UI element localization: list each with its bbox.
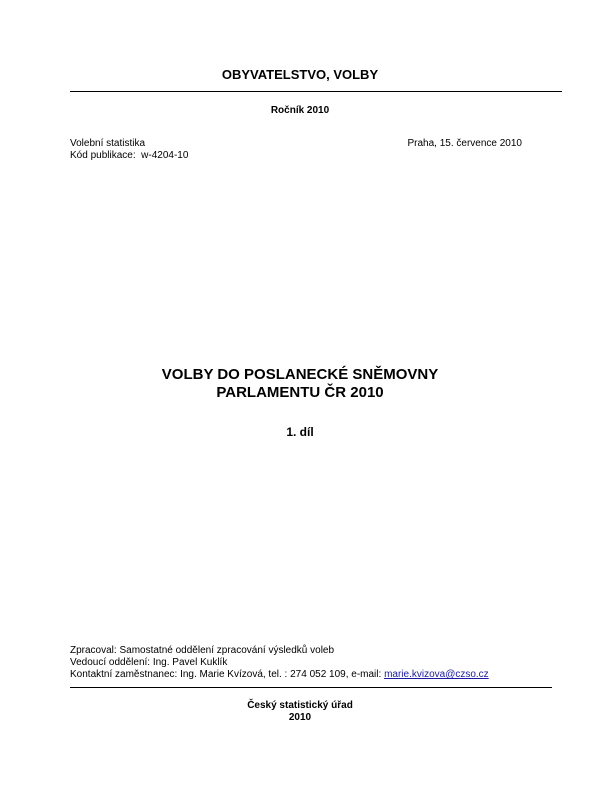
document-title-line1: VOLBY DO POSLANECKÉ SNĚMOVNY	[161, 366, 439, 383]
volume-year: Ročník 2010	[270, 105, 330, 116]
publication-code-value: w-4204-10	[141, 150, 189, 161]
bottom-divider	[70, 687, 552, 688]
publication-code	[70, 150, 188, 162]
prepared-by: Zpracoval: Samostatné oddělení zpracování výsledků voleb	[70, 645, 335, 656]
publication-meta	[70, 138, 188, 162]
contact-line	[70, 669, 489, 681]
publication-code-label: Kód publikace:	[70, 150, 136, 161]
contact-text: Kontaktní zaměstnanec: Ing. Marie Kvízová, tel. : 274 052 109, e-mail:	[70, 669, 385, 680]
credits	[70, 645, 489, 681]
series-name: Volební statistika	[70, 138, 146, 149]
publication-category: OBYVATELSTVO, VOLBY	[221, 67, 379, 82]
document-title	[0, 366, 600, 402]
document-title-line2: PARLAMENTU ČR 2010	[216, 384, 384, 401]
publisher-name: Český statistický úřad	[247, 700, 353, 711]
top-divider	[70, 91, 562, 92]
head-of-department: Vedoucí oddělení: Ing. Pavel Kuklík	[70, 657, 228, 668]
volume-number: 1. díl	[286, 425, 314, 439]
publisher-block	[0, 700, 600, 724]
contact-email-link[interactable]: marie.kvizova@czso.cz	[384, 669, 489, 680]
place-date: Praha, 15. července 2010	[407, 138, 522, 149]
publisher-year: 2010	[288, 712, 312, 723]
